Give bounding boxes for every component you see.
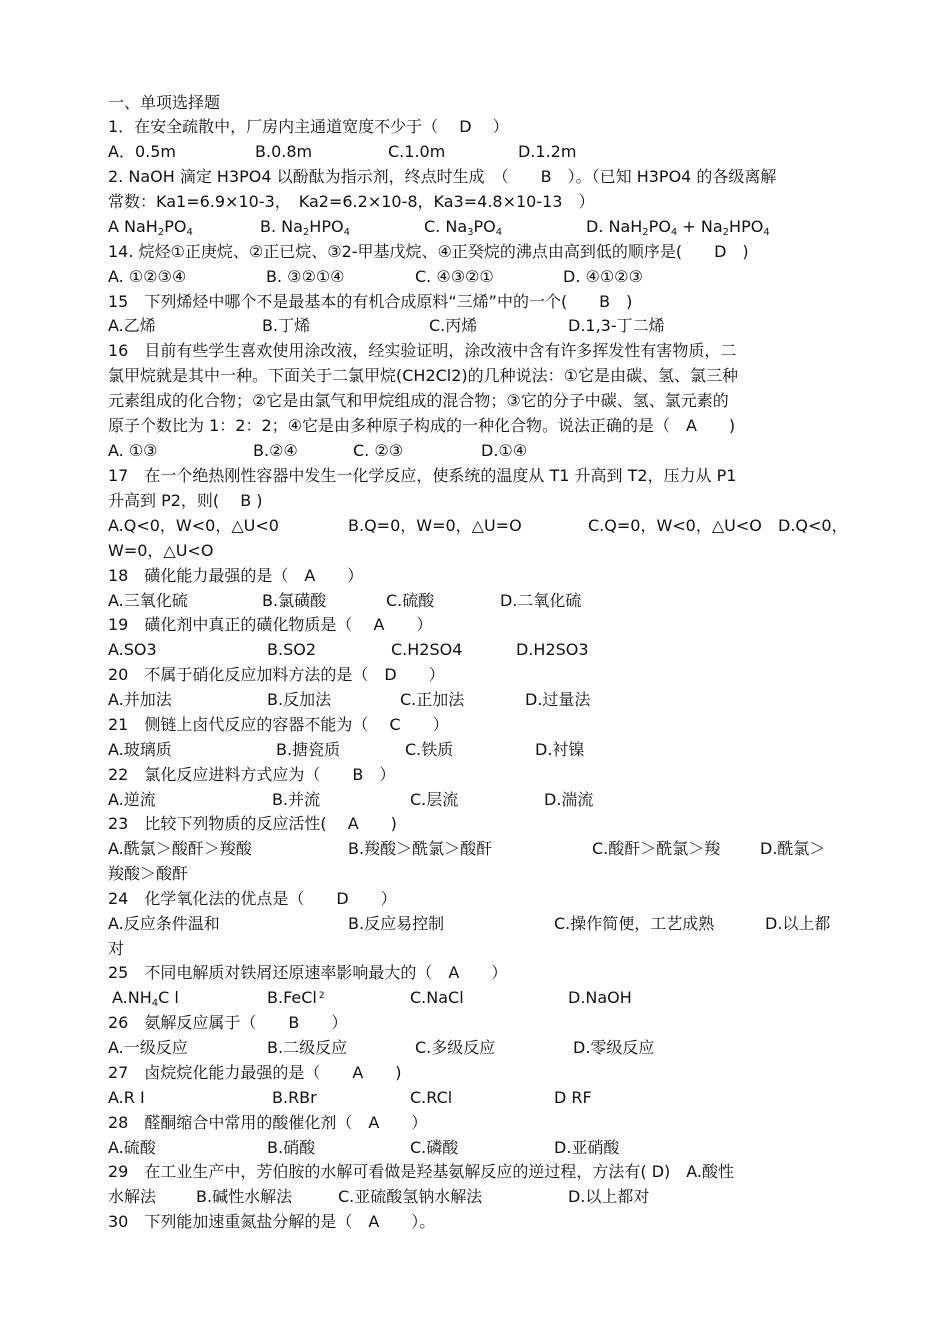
option-b: B.并流	[272, 790, 321, 809]
option-c: C.操作简便，工艺成熟	[554, 914, 715, 933]
option-a: A.R I	[108, 1088, 145, 1107]
option-d: D.1,3-丁二烯	[568, 316, 665, 335]
question-29-stem: 29 在工业生产中，芳伯胺的水解可看做是羟基氨解反应的逆过程，方法有( D) A.酸性	[108, 1162, 735, 1181]
option-b: B.丁烯	[262, 316, 311, 335]
option-c: C.丙烯	[429, 316, 478, 335]
question-18-options	[108, 589, 848, 613]
option-a: A $NaH_2PO_4$	[108, 217, 193, 238]
question-19-stem: 19 磺化剂中真正的磺化物质是（ A ）	[108, 615, 433, 634]
option-a: $A.NH_4C$ l	[112, 988, 179, 1009]
option-b: B.FeCl $^2$	[267, 988, 325, 1007]
question-26-stem: 26 氨解反应属于（ B ）	[108, 1013, 348, 1032]
option-d: D.H2SO3	[516, 640, 589, 659]
option-a: A.反应条件温和	[108, 914, 220, 933]
option-d: D.零级反应	[573, 1038, 655, 1057]
question-28-stem: 28 醛酮缩合中常用的酸催化剂（ A ）	[108, 1113, 428, 1132]
question-23-options	[108, 837, 848, 861]
option-a: A.乙烯	[108, 316, 156, 335]
option-d: D.湍流	[544, 790, 594, 809]
question-15-options	[108, 314, 848, 338]
question-27-stem: 27 卤烷烷化能力最强的是（ A )	[108, 1063, 402, 1082]
option-a: A.三氧化硫	[108, 591, 188, 610]
option-b: B. $Na_2HPO_4$	[260, 217, 350, 238]
question-19-options	[108, 638, 848, 662]
question-22-stem: 22 氯化反应进料方式应为（ B ）	[108, 765, 396, 784]
option-b: B.硝酸	[267, 1138, 316, 1157]
option-d: D.Q<0，	[778, 516, 848, 535]
option-b: B.②④	[253, 441, 298, 460]
option-c: C. ②③	[353, 441, 404, 460]
option-b: B.反加法	[267, 690, 332, 709]
question-25-options	[108, 986, 848, 1010]
option-c: C.铁质	[405, 740, 454, 759]
option-a: A.Q<0，W<0，△U<0	[108, 516, 279, 535]
option-d: D. $NaH_2PO_4 + Na_2HPO_4$	[586, 217, 770, 238]
option-d: D.二氧化硫	[500, 591, 582, 610]
option-c: C.亚硫酸氢钠水解法	[338, 1187, 483, 1206]
option-b: B.SO2	[267, 640, 316, 659]
option-b: B.RBr	[272, 1088, 317, 1107]
option-a-cont: 水解法	[108, 1187, 157, 1206]
question-2-stem-line1: 2. NaOH 滴定 H3PO4 以酚酞为指示剂，终点时生成 （ B ）。（已知 H3PO4 的各级离解	[108, 167, 777, 186]
question-29-options	[108, 1185, 848, 1209]
question-17-options	[108, 514, 848, 538]
question-24-option-d-cont: 对	[108, 939, 125, 958]
option-d: D.1.2m	[518, 142, 577, 161]
option-d: D RF	[554, 1088, 592, 1107]
question-16-stem-line3: 元素组成的化合物；②它是由氯气和甲烷组成的混合物；③它的分子中碳、氢、氯元素的	[108, 391, 729, 410]
question-23-stem: 23 比较下列物质的反应活性( A )	[108, 814, 397, 833]
option-c: C.酸酐＞酰氯＞羧	[592, 839, 721, 858]
option-c: C.多级反应	[415, 1038, 496, 1057]
option-a: A.一级反应	[108, 1038, 188, 1057]
question-22-options	[108, 788, 848, 812]
question-20-stem: 20 不属于硝化反应加料方法的是（ D ）	[108, 665, 445, 684]
option-c: C.H2SO4	[391, 640, 463, 659]
option-a: A.并加法	[108, 690, 172, 709]
option-a: A. ①②③④	[108, 267, 187, 286]
option-d: D.NaOH	[568, 988, 632, 1007]
option-a: A.硫酸	[108, 1138, 156, 1157]
question-20-options	[108, 688, 848, 712]
option-b: B.反应易控制	[348, 914, 445, 933]
option-b: B.Q=0，W=0，△U=O	[348, 516, 522, 535]
question-21-stem: 21 侧链上卤代反应的容器不能为（ C ）	[108, 715, 449, 734]
question-26-options	[108, 1036, 848, 1060]
question-16-options	[108, 439, 848, 463]
option-b: B.羧酸＞酰氯＞酸酐	[348, 839, 493, 858]
question-1-options	[108, 140, 848, 164]
option-a: A. ①③	[108, 441, 158, 460]
option-d: D.①④	[481, 441, 528, 460]
question-30-stem: 30 下列能加速重氮盐分解的是（ A ）。	[108, 1212, 436, 1231]
option-a: A.酰氯＞酸酐＞羧酸	[108, 839, 252, 858]
option-a: A．0.5m	[108, 142, 176, 161]
option-c: C.层流	[410, 790, 459, 809]
question-16-stem-line4: 原子个数比为 1：2：2；④它是由多种原子构成的一种化合物。说法正确的是（ A )	[108, 416, 736, 435]
option-b: B.二级反应	[267, 1038, 348, 1057]
question-18-stem: 18 磺化能力最强的是（ A ）	[108, 566, 364, 585]
question-2-options	[108, 215, 848, 239]
option-b: B.碱性水解法	[196, 1187, 293, 1206]
question-14-options	[108, 265, 848, 289]
option-a: A.SO3	[108, 640, 157, 659]
option-a: A.玻璃质	[108, 740, 172, 759]
option-c: C. $Na_3PO_4$	[424, 217, 503, 238]
option-d: D.以上都对	[568, 1187, 650, 1206]
option-d: D. ④①②③	[563, 267, 643, 286]
question-24-stem: 24 化学氧化法的优点是（ D ）	[108, 889, 397, 908]
option-b: B.氯磺酸	[262, 591, 327, 610]
option-a: A.逆流	[108, 790, 156, 809]
option-c: C.硫酸	[386, 591, 435, 610]
option-c: C.RCl	[410, 1088, 453, 1107]
option-d: D.亚硝酸	[554, 1138, 620, 1157]
question-17-stem-line2: 升高到 P2，则( B )	[108, 491, 263, 510]
question-14-stem: 14. 烷烃①正庚烷、②正已烷、③2-甲基戊烷、④正癸烷的沸点由高到低的顺序是( D )	[108, 242, 749, 261]
question-21-options	[108, 738, 848, 762]
option-b: B. ③②①④	[266, 267, 345, 286]
option-d: D.衬镍	[535, 740, 585, 759]
option-b: B.搪瓷质	[276, 740, 341, 759]
option-c: C.Q=0，W<0，△U<O	[588, 516, 762, 535]
question-25-stem: 25 不同电解质对铁屑还原速率影响最大的（ A ）	[108, 963, 508, 982]
option-c: C.磷酸	[410, 1138, 459, 1157]
section-title: 一、单项选择题	[108, 93, 221, 112]
question-2-stem-line2: 常数：Ka1=6.9×10-3， Ka2=6.2×10-8，Ka3=4.8×10-13 ）	[108, 192, 595, 211]
question-24-options	[108, 912, 848, 936]
question-1-stem: 1．在安全疏散中，厂房内主通道宽度不少于（ D ）	[108, 117, 509, 136]
question-23-option-d-cont: 羧酸＞酸酐	[108, 864, 189, 883]
question-17-stem-line1: 17 在一个绝热刚性容器中发生一化学反应，使系统的温度从 T1 升高到 T2，压力从 P1	[108, 466, 737, 485]
question-28-options	[108, 1136, 848, 1160]
option-b: B.0.8m	[255, 142, 313, 161]
question-27-options	[108, 1086, 848, 1110]
question-17-option-d-cont: W=0，△U<O	[108, 541, 214, 560]
question-16-stem-line2: 氯甲烷就是其中一种。下面关于二氯甲烷(CH2Cl2)的几种说法：①它是由碳、氢、氯三种	[108, 366, 739, 385]
option-c: C. ④③②①	[415, 267, 494, 286]
option-c: C.1.0m	[388, 142, 446, 161]
option-c: C.正加法	[400, 690, 465, 709]
option-c: C.NaCl	[410, 988, 464, 1007]
option-d: D.以上都	[765, 914, 831, 933]
question-16-stem-line1: 16 目前有些学生喜欢使用涂改液，经实验证明，涂改液中含有许多挥发性有害物质，二	[108, 341, 737, 360]
question-15-stem: 15 下列烯烃中哪个不是最基本的有机合成原料“三烯”中的一个( B )	[108, 292, 633, 311]
option-d: D.过量法	[525, 690, 591, 709]
option-d: D.酰氯＞	[760, 839, 826, 858]
